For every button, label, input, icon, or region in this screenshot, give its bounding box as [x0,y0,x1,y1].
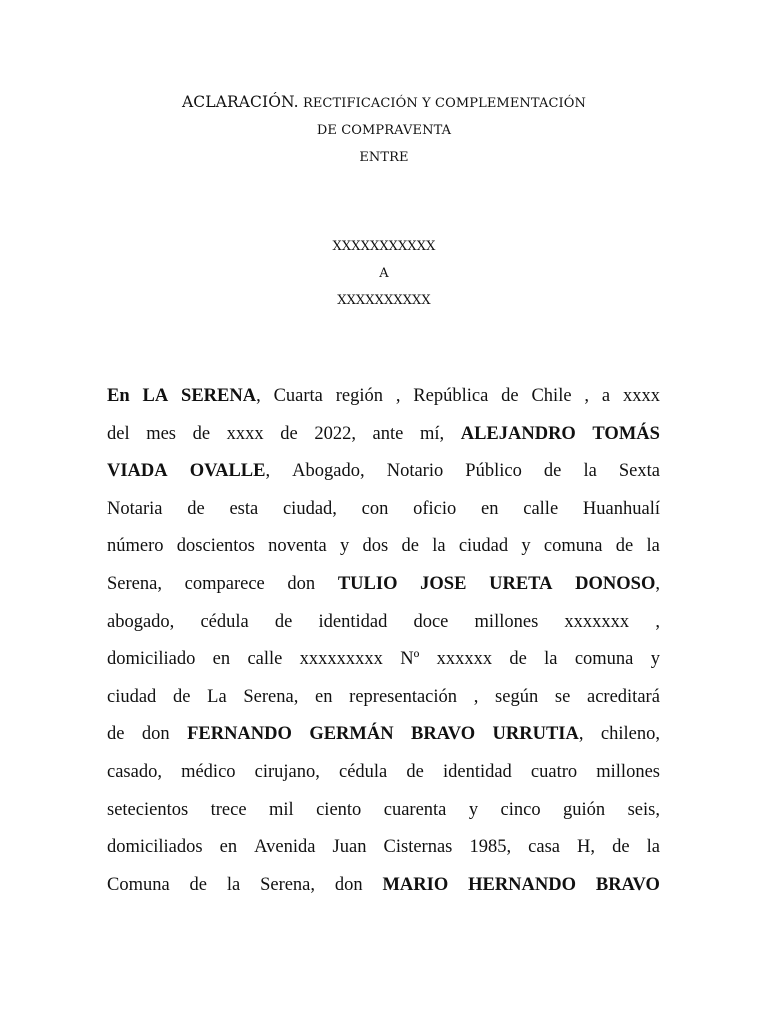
body-line [107,566,660,604]
body-word: VIADA [107,461,168,482]
body-word: 2022, [314,423,356,444]
body-word: 1985, [469,837,512,858]
body-word: la [432,536,446,557]
body-word: chileno, [600,724,660,745]
body-word: FERNANDO [187,724,292,745]
parties-block [0,233,768,314]
body-word: esta [229,498,259,519]
title-line-1 [0,89,768,117]
body-word: cuatro [530,761,578,782]
body-word: Cisternas [383,837,453,858]
body-word: Avenida [254,837,316,858]
body-word: cédula [200,611,249,632]
body-word: abogado, [107,611,175,632]
body-word: la [583,461,597,482]
body-word: mil [268,799,294,820]
body-word: acreditará [587,686,660,707]
body-word: casado, [107,761,162,782]
body-word: Abogado, [292,461,365,482]
body-word: URRUTIA, [492,724,584,745]
body-word: calle [247,649,283,670]
body-line [107,641,660,679]
body-word: trece [210,799,247,820]
body-word: BRAVO [411,724,476,745]
body-word: cinco [500,799,541,820]
body-word: de [406,761,424,782]
body-word: Juan [332,837,367,858]
body-word: seis, [627,799,660,820]
body-word: y [468,799,479,820]
title-line-3: ENTRE [359,150,409,165]
body-word: , [655,611,660,632]
body-word: número [107,536,164,557]
body-word: mes [146,423,177,444]
body-line [107,604,660,642]
body-word: , [473,686,479,707]
body-word: GERMÁN [309,724,394,745]
body-word: Serena, [107,573,162,594]
body-word: de [543,461,562,482]
body-word: domiciliados [107,837,203,858]
body-word: ciento [316,799,362,820]
body-word: ciudad, [282,498,337,519]
body-line [107,716,660,754]
body-word: de [192,423,211,444]
body-word: MARIO [382,874,449,895]
body-word: xxxxxx [436,649,493,670]
body-word: representación [349,686,458,707]
body-word: DONOSO, [575,573,660,594]
body-word: según [495,686,539,707]
body-word: Notario [386,461,444,482]
body-word: comparece [184,573,265,594]
body-word: H, [577,837,596,858]
body-word: URETA [489,573,553,594]
body-word: Público [465,461,522,482]
body-word: Serena, [260,874,316,895]
body-word: OVALLE, [189,461,271,482]
body-line [107,679,660,717]
body-word: oficio [413,498,457,519]
body-word: y [650,649,660,670]
body-word: a [601,386,611,406]
body-word: , [584,386,590,406]
body-word: ciudad [458,536,509,557]
body-word: identidad [442,761,512,782]
body-word: Sexta [618,461,660,482]
body-word: setecientos [107,799,189,820]
body-word: la [646,837,660,858]
body-word: TOMÁS [592,423,660,444]
body-word: la [544,649,558,670]
body-word: ALEJANDRO [460,423,576,444]
body-word: calle [523,498,559,519]
body-word: comuna [543,536,603,557]
body-word: La [207,686,227,707]
body-word: de [401,536,419,557]
title-lead: ACLARACIÓN. [182,93,299,111]
body-word: casa [528,837,560,858]
body-word: , [395,386,401,406]
body-paragraph [107,378,660,904]
body-word: Serena, [243,686,299,707]
body-word: de [187,498,205,519]
body-line [107,528,660,566]
body-word: Notaria [107,498,163,519]
body-word: de [501,386,519,406]
body-word: Chile [531,386,572,406]
body-word: noventa [268,536,327,557]
body-word: en [212,649,231,670]
body-line [107,792,660,830]
body-word: Huanhualí [582,498,660,519]
body-word: guión [563,799,606,820]
body-word: xxxx [226,423,264,444]
body-word: y [521,536,531,557]
body-word: TULIO [337,573,398,594]
body-word: cuarenta [383,799,447,820]
body-word: doscientos [176,536,255,557]
body-word: del [107,423,130,444]
body-word: de [173,686,191,707]
body-word: comuna [574,649,634,670]
body-word: de [274,611,293,632]
body-word: en [481,498,499,519]
body-word: médico [181,761,236,782]
body-word: identidad [318,611,388,632]
title-rest: RECTIFICACIÓN Y COMPLEMENTACIÓN [298,96,586,111]
body-word: ante [372,423,404,444]
document-title [0,89,768,171]
body-word: HERNANDO [468,874,577,895]
body-line [107,453,660,491]
body-line [107,867,660,905]
body-word: de [612,837,630,858]
body-word: millones [596,761,660,782]
body-word: En [107,386,130,406]
body-word: cédula [339,761,388,782]
body-word: LA [142,386,169,406]
body-line [107,829,660,867]
body-word: la [646,536,660,557]
title-line-2: DE COMPRAVENTA [316,123,452,138]
body-word: de [189,874,208,895]
body-word: don [141,724,170,745]
body-word: ciudad [107,686,157,707]
party-connector: A [379,266,389,281]
body-word: de [509,649,527,670]
body-word: xxxxxxx [564,611,630,632]
body-word: JOSE [420,573,467,594]
body-line [107,416,660,454]
body-word: de [615,536,634,557]
body-line [107,491,660,529]
body-word: don [334,874,363,895]
body-word: de [280,423,298,444]
body-word: región [335,386,383,406]
body-word: xxxx [622,386,660,406]
body-word: xxxxxxxxx [299,649,383,670]
body-word: cirujano, [254,761,320,782]
body-word: don [287,573,316,594]
body-word: BRAVO [595,874,660,895]
body-word: domiciliado [107,649,196,670]
body-word: la [226,874,241,895]
party-1: XXXXXXXXXXX [332,239,436,254]
party-2: XXXXXXXXXX [337,293,431,308]
body-word: doce [413,611,449,632]
body-word: y [339,536,350,557]
body-word: millones [474,611,539,632]
body-word: República [413,386,489,406]
body-word: mí, [419,423,445,444]
body-line [107,378,660,416]
body-word: SERENA, [181,386,261,406]
body-word: con [361,498,389,519]
body-word: en [219,837,238,858]
body-word: de [107,724,125,745]
body-word: Cuarta [273,386,323,406]
body-word: Nº [400,649,420,670]
body-word: en [315,686,333,707]
body-line [107,754,660,792]
body-word: dos [362,536,389,557]
body-word: se [554,686,571,707]
body-word: Comuna [107,874,170,895]
